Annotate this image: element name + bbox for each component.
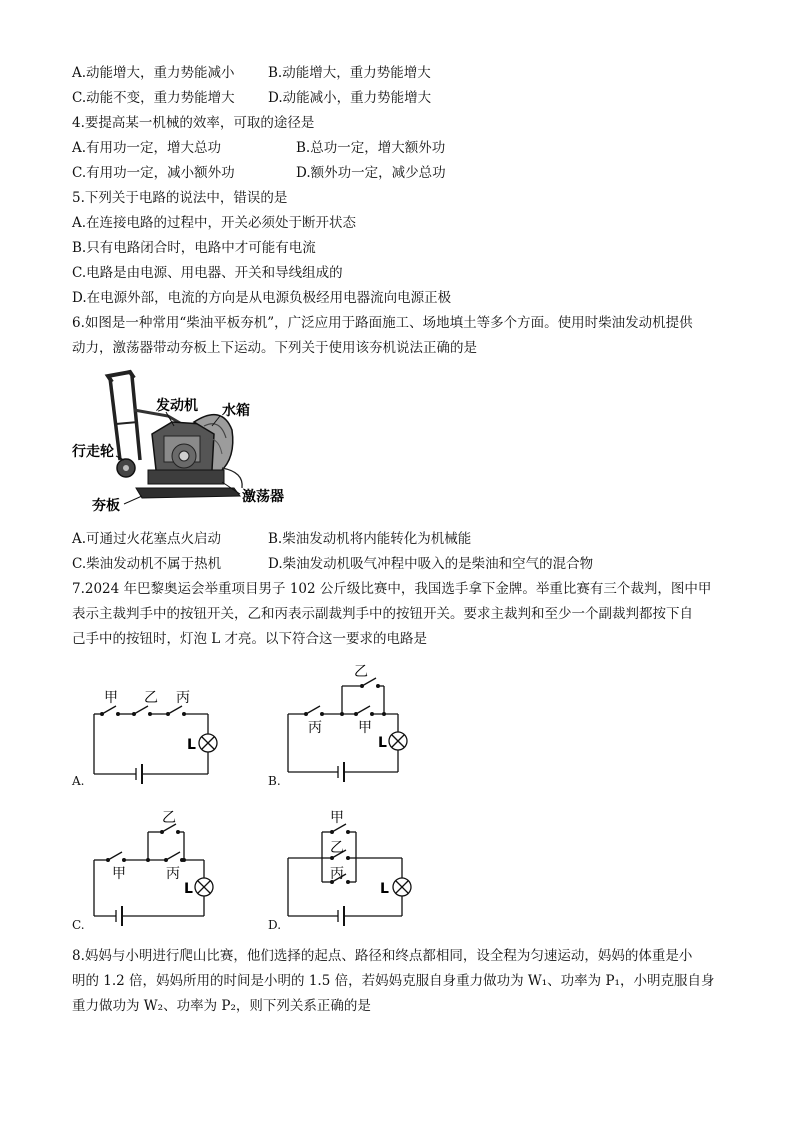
q6-option-c: C.柴油发动机不属于热机 — [72, 556, 222, 572]
q8-line2: 明的 1.2 倍，妈妈所用的时间是小明的 1.5 倍，若妈妈克服自身重力做功为 W₁、功率为 P₁，小明克服自身 — [72, 973, 715, 989]
a-label-yi: 乙 — [144, 690, 158, 706]
circuit-a — [72, 684, 232, 788]
c-label-bing: 丙 — [166, 866, 180, 882]
c-label-jia: 甲 — [112, 866, 126, 882]
circuit-a-label: A. — [72, 774, 85, 788]
circuit-d — [268, 806, 428, 930]
circuit-b-label: B. — [268, 774, 281, 788]
circuit-c — [72, 806, 232, 930]
q5-stem: 5.下列关于电路的说法中，错误的是 — [72, 190, 288, 206]
q3-option-b: B.动能增大，重力势能增大 — [268, 65, 431, 81]
q6-stem-line2: 动力，激荡器带动夯板上下运动。下列关于使用该夯机说法正确的是 — [72, 340, 477, 356]
q4-option-b: B.总功一定，增大额外功 — [296, 140, 446, 156]
b-label-jia: 甲 — [358, 720, 372, 736]
label-water-tank: 水箱 — [222, 403, 250, 419]
q8-line1: 8.妈妈与小明进行爬山比赛，他们选择的起点、路径和终点都相同，设全程为匀速运动，妈妈的体重是小 — [72, 948, 693, 964]
q8-line3: 重力做功为 W₂、功率为 P₂，则下列关系正确的是 — [72, 998, 371, 1014]
c-label-yi: 乙 — [162, 810, 176, 826]
q3-option-a: A.动能增大，重力势能减小 — [72, 65, 235, 81]
q4-option-c: C.有用功一定，减小额外功 — [72, 165, 235, 181]
d-label-lamp: L — [380, 881, 389, 897]
b-label-bing: 丙 — [308, 720, 322, 736]
q6-stem-line1: 6.如图是一种常用“柴油平板夯机”，广泛应用于路面施工、场地填土等多个方面。使用时柴油发动机提供 — [72, 315, 693, 331]
q5-option-c: C.电路是由电源、用电器、开关和导线组成的 — [72, 265, 343, 281]
q3-option-d: D.动能减小，重力势能增大 — [268, 90, 432, 106]
d-label-bing: 丙 — [330, 866, 344, 882]
q6-option-b: B.柴油发动机将内能转化为机械能 — [268, 531, 472, 547]
b-label-lamp: L — [378, 735, 387, 751]
d-label-yi: 乙 — [330, 840, 344, 856]
b-label-yi: 乙 — [354, 664, 368, 680]
q7-stem-line2: 表示主裁判手中的按钮开关，乙和丙表示副裁判手中的按钮开关。要求主裁判和至少一个副裁判都按下自 — [72, 606, 693, 622]
label-engine: 发动机 — [156, 398, 198, 414]
q7-stem-line1: 7.2024 年巴黎奥运会举重项目男子 102 公斤级比赛中，我国选手拿下金牌。举重比赛有三个裁判，图中甲 — [72, 581, 712, 597]
a-label-jia: 甲 — [104, 690, 118, 706]
label-vibrator: 激荡器 — [242, 489, 284, 505]
q7-stem-line3: 己手中的按钮时，灯泡 L 才亮。以下符合这一要求的电路是 — [72, 631, 428, 647]
q3-option-c: C.动能不变，重力势能增大 — [72, 90, 235, 106]
q5-option-b: B.只有电路闭合时，电路中才可能有电流 — [72, 240, 316, 256]
a-label-bing: 丙 — [176, 690, 190, 706]
label-wheel: 行走轮 — [72, 444, 114, 460]
c-label-lamp: L — [184, 881, 193, 897]
a-label-lamp: L — [187, 737, 196, 753]
q4-option-a: A.有用功一定，增大总功 — [72, 140, 222, 156]
label-plate: 夯板 — [92, 498, 120, 514]
circuit-c-label: C. — [72, 918, 85, 932]
q6-option-d: D.柴油发动机吸气冲程中吸入的是柴油和空气的混合物 — [268, 556, 594, 572]
circuit-d-label: D. — [268, 918, 282, 932]
q5-option-d: D.在电源外部，电流的方向是从电源负极经用电器流向电源正极 — [72, 290, 452, 306]
d-label-jia: 甲 — [330, 810, 344, 826]
compactor-figure — [72, 364, 302, 516]
q6-option-a: A.可通过火花塞点火启动 — [72, 531, 222, 547]
circuit-b — [268, 660, 428, 788]
q4-option-d: D.额外功一定，减少总功 — [296, 165, 446, 181]
q4-stem: 4.要提高某一机械的效率，可取的途径是 — [72, 115, 315, 131]
q5-option-a: A.在连接电路的过程中，开关必须处于断开状态 — [72, 215, 357, 231]
